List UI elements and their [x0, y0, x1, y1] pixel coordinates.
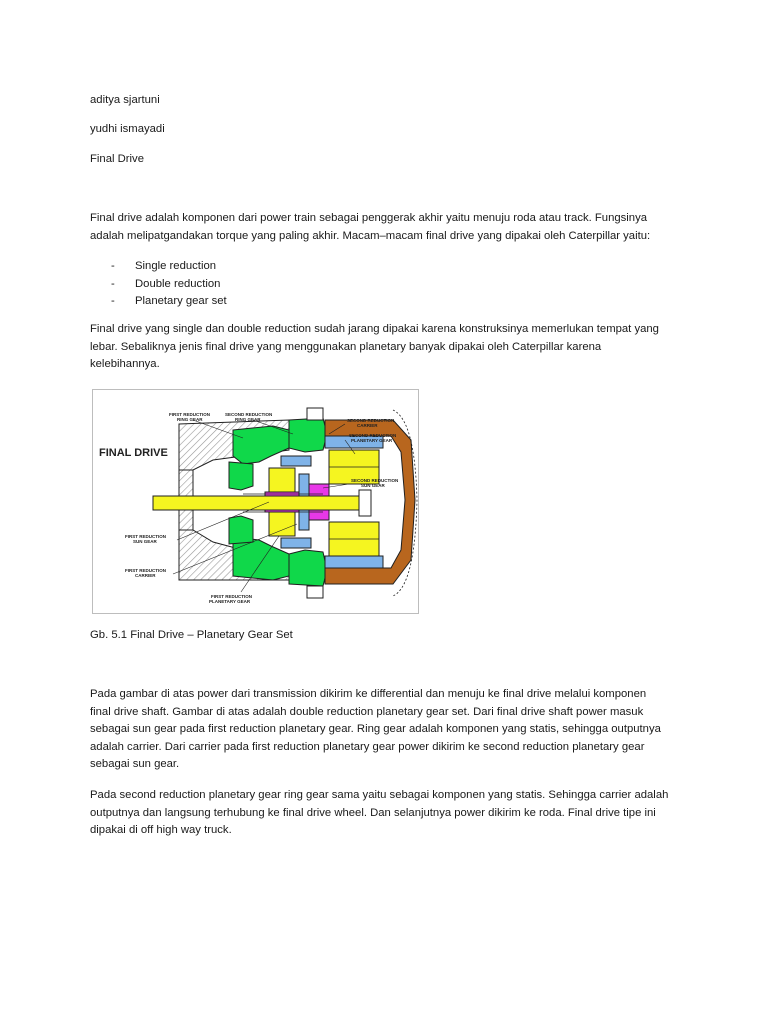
ring-gear	[281, 538, 311, 548]
shaft-end-cap	[359, 490, 371, 516]
diagram-label: CARRIER	[357, 423, 378, 428]
green-housing-side	[229, 516, 253, 544]
paragraph-line: sebagai sun gear pada first reduction planetary gear. Ring gear adalah komponen yang statis, sehingga outputnya	[90, 723, 661, 736]
diagram-label: CARRIER	[135, 573, 156, 578]
paragraph-line: Pada gambar di atas power dari transmission dikirim ke differential dan menuju ke final drive melalui komponen	[90, 688, 647, 700]
paragraph-second-reduction	[90, 787, 680, 840]
diagram-label: SUN GEAR	[133, 539, 157, 544]
diagram-label: RING GEAR	[235, 417, 261, 422]
diagram-label: FIRST REDUCTION	[169, 412, 210, 417]
first-reduction-planetary-gear	[269, 512, 295, 536]
diagram-label: PLANETARY GEAR	[209, 599, 251, 604]
intro-paragraph	[90, 210, 680, 245]
final-drive-diagram	[92, 389, 419, 614]
diagram-label: SECOND REDUCTION	[225, 412, 273, 417]
paragraph-line: lebar. Sebaliknya jenis final drive yang menggunakan planetary banyak dipakai oleh Caterpillar karena	[90, 340, 602, 353]
diagram-label: SUN GEAR	[361, 483, 385, 488]
diagram-label: SECOND REDUCTION	[347, 418, 395, 423]
paragraph-line: kelebihannya.	[90, 358, 160, 371]
paragraph-line: adalah carrier. Dari carrier pada first reduction planetary gear power dikirim ke second reduction planetary gear	[90, 740, 645, 753]
paragraph-line: Final drive adalah komponen dari power train sebagai penggerak akhir yaitu menuju roda atau track. Fungsinya	[90, 212, 648, 224]
list-marker: -	[111, 260, 115, 272]
bolt	[307, 408, 323, 420]
ring-gear	[325, 556, 383, 568]
diagram-label: FIRST REDUCTION	[211, 594, 252, 599]
paragraph-line: dipakai di off high way truck.	[90, 824, 232, 837]
final-drive-cutaway	[93, 390, 418, 613]
section-heading: Final Drive	[90, 153, 144, 165]
paragraph-line: Final drive yang single dan double reduction sudah jarang dipakai karena konstruksinya memerlukan tempat yang	[90, 323, 659, 335]
final-drive-shaft	[153, 496, 363, 510]
author-name: yudhi ismayadi	[90, 123, 165, 135]
list-marker: -	[111, 295, 115, 308]
diagram-label: FIRST REDUCTION	[125, 534, 166, 539]
paragraph-line: final drive shaft. Gambar di atas adalah double reduction planetary gear set. Dari final drive shaft power masuk	[90, 705, 644, 718]
green-housing-side	[229, 462, 253, 490]
diagram-label: FIRST REDUCTION	[125, 568, 166, 573]
paragraph-single-double	[90, 321, 680, 374]
diagram-label: SECOND REDUCTION	[351, 478, 399, 483]
ring-gear	[281, 456, 311, 466]
green-housing-upper	[289, 418, 327, 452]
paragraph-line: Pada second reduction planetary gear ring gear sama yaitu sebagai komponen yang statis. Sehingga carrier adalah	[90, 789, 669, 801]
list-item-text: Single reduction	[135, 260, 217, 272]
paragraph-line: adalah melipatgandakan torque yang paling akhir. Macam–macam final drive yang dipakai oleh Caterpillar yaitu:	[90, 229, 651, 242]
list-marker: -	[111, 277, 115, 290]
author-name: aditya sjartuni	[90, 94, 160, 106]
first-reduction-planetary-gear	[269, 468, 295, 492]
list-item-text: Double reduction	[135, 277, 221, 290]
paragraph-line: sebagai sun gear.	[90, 758, 180, 771]
paragraph-power-flow	[90, 686, 680, 774]
diagram-label: RING GEAR	[177, 417, 203, 422]
green-housing-lower	[289, 550, 327, 586]
bolt	[307, 586, 323, 598]
figure-caption: Gb. 5.1 Final Drive – Planetary Gear Set	[90, 629, 293, 641]
diagram-label: SECOND REDUCTION	[349, 433, 397, 438]
list-item-text: Planetary gear set	[135, 295, 227, 308]
diagram-title: FINAL DRIVE	[99, 447, 168, 459]
diagram-label: PLANETARY GEAR	[351, 438, 393, 443]
paragraph-line: outputnya dan langsung terhubung ke final drive wheel. Dan selanjutnya power dikirim ke roda. Final drive tipe ini	[90, 806, 656, 819]
